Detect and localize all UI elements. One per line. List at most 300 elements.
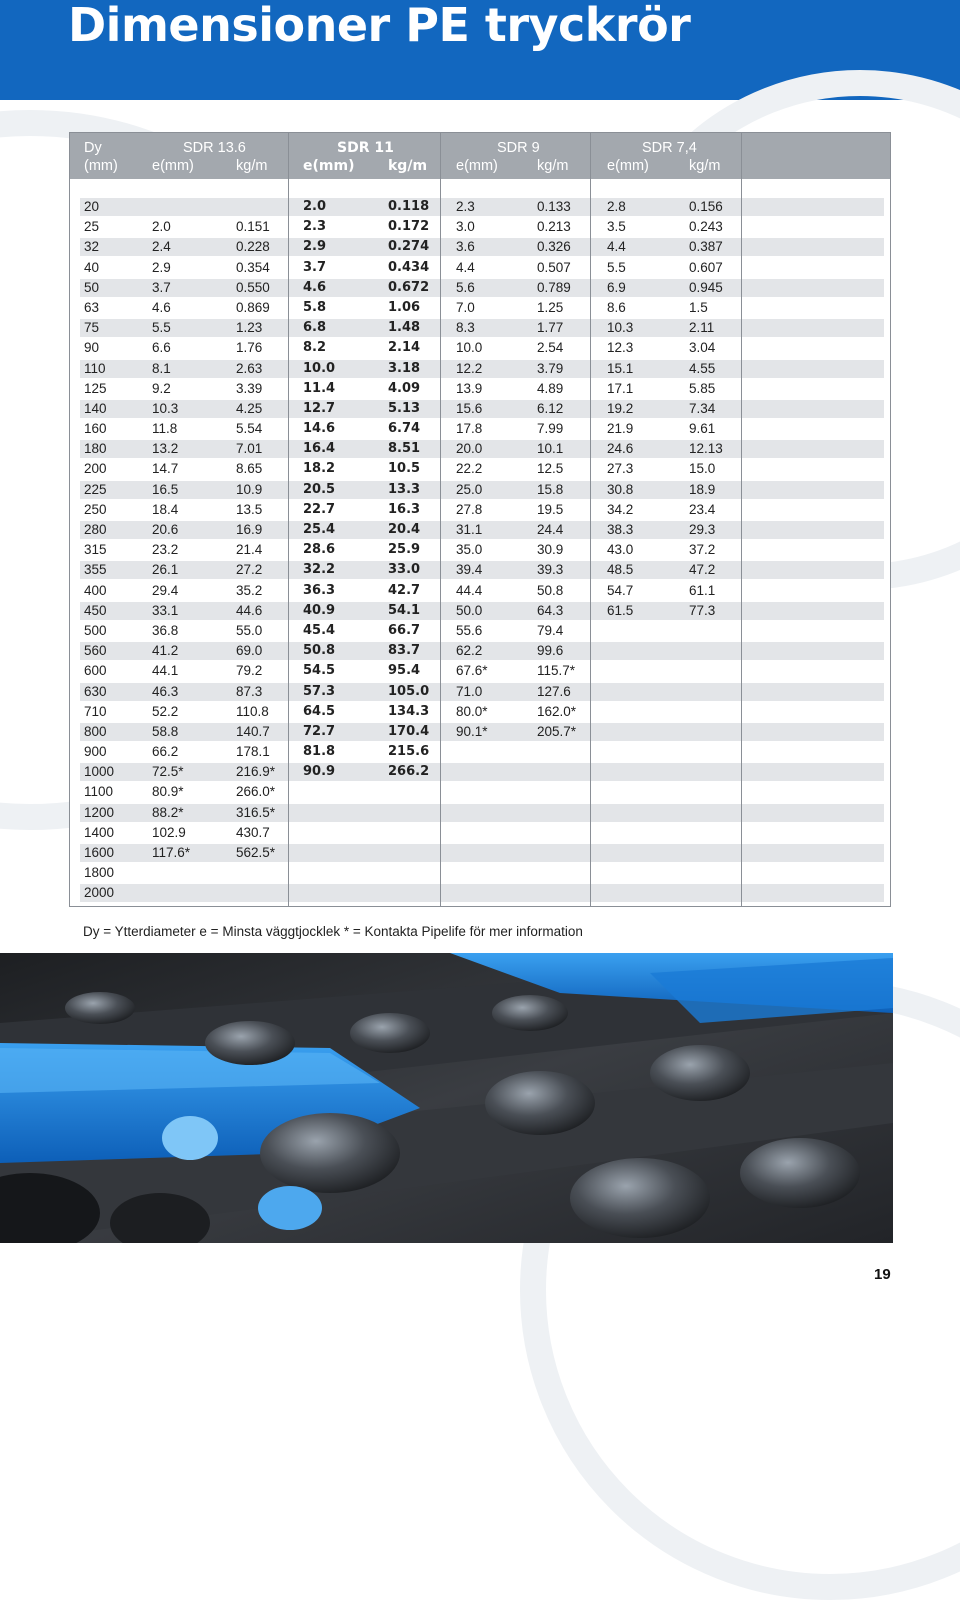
cell-dy: 900 [84,744,107,760]
cell-dy: 2000 [84,885,115,901]
cell-sdr9-e: 50.0 [456,602,483,618]
cell-dy: 250 [84,501,107,517]
cell-sdr9-kg: 4.89 [537,380,564,396]
table-row [70,863,890,883]
cell-sdr11-e: 36.3 [303,582,336,598]
cell-sdr11-e: 25.4 [303,522,336,537]
header-sdr74-kg: kg/m [689,158,721,174]
table-row [70,803,890,823]
cell-sdr9-e: 25.0 [456,481,483,497]
row-shading [80,319,884,337]
cell-sdr9-e: 13.9 [456,380,483,396]
cell-sdr11-kg: 170.4 [388,723,430,739]
footnote: Dy = Ytterdiameter e = Minsta väggtjocklek * = Kontakta Pipelife för mer information [83,924,583,939]
cell-sdr9-kg: 79.4 [537,622,564,638]
table-row [70,399,890,419]
cell-sdr74-e: 19.2 [607,400,634,416]
cell-sdr11-kg: 66.7 [388,622,421,638]
cell-sdr74-kg: 0.243 [689,219,723,235]
cell-dy: 1100 [84,784,114,800]
cell-sdr11-kg: 54.1 [388,602,421,618]
cell-sdr13-e: 13.2 [152,441,179,457]
cell-sdr11-e: 2.9 [303,239,327,255]
cell-sdr11-kg: 134.3 [388,703,430,719]
cell-sdr74-e: 38.3 [607,522,634,537]
cell-sdr74-e: 43.0 [607,542,634,558]
cell-sdr9-e: 55.6 [456,622,483,638]
cell-sdr11-e: 20.5 [303,481,336,497]
cell-sdr11-e: 57.3 [303,683,336,699]
cell-dy: 50 [84,279,100,295]
cell-sdr11-kg: 0.172 [388,219,430,235]
cell-sdr11-kg: 6.74 [388,421,421,437]
cell-sdr74-e: 12.3 [607,340,634,356]
row-shading [80,804,884,822]
header-sdr74-title: SDR 7,4 [642,140,697,156]
cell-sdr11-kg: 215.6 [388,744,430,760]
cell-sdr9-e: 8.3 [456,320,475,336]
cell-sdr74-e: 2.8 [607,199,626,214]
page-title: Dimensioner PE tryckrör [68,0,691,52]
cell-dy: 110 [84,360,106,376]
table-body [70,197,890,904]
cell-sdr13-kg: 0.550 [236,279,270,295]
cell-dy: 280 [84,522,107,537]
cell-dy: 315 [84,542,107,558]
cell-dy: 40 [84,259,100,275]
cell-dy: 630 [84,683,107,699]
cell-sdr9-kg: 0.789 [537,279,571,295]
cell-sdr11-kg: 83.7 [388,643,421,659]
cell-dy: 75 [84,320,100,336]
cell-sdr11-e: 90.9 [303,764,336,780]
cell-sdr9-e: 22.2 [456,461,483,477]
cell-sdr13-kg: 3.39 [236,380,263,396]
cell-sdr13-e: 6.6 [152,340,171,356]
cell-sdr13-e: 9.2 [152,380,171,396]
cell-sdr13-e: 10.3 [152,400,179,416]
cell-sdr74-kg: 3.04 [689,340,716,356]
cell-sdr74-e: 4.4 [607,239,626,255]
cell-sdr11-e: 64.5 [303,703,336,719]
cell-sdr13-e: 52.2 [152,703,179,719]
cell-sdr11-e: 14.6 [303,421,336,437]
cell-sdr13-kg: 5.54 [236,421,263,437]
cell-sdr13-e: 88.2* [152,804,184,820]
header-sdr13-e: e(mm) [152,158,194,174]
cell-sdr13-kg: 44.6 [236,602,263,618]
cell-sdr13-kg: 4.25 [236,400,263,416]
cell-sdr9-e: 12.2 [456,360,483,376]
cell-sdr11-kg: 105.0 [388,683,430,699]
cell-sdr11-e: 3.7 [303,259,327,275]
cell-sdr9-e: 20.0 [456,441,483,457]
cell-sdr11-e: 28.6 [303,542,336,558]
cell-sdr13-kg: 55.0 [236,622,263,638]
cell-sdr13-e: 72.5* [152,764,184,780]
cell-sdr9-kg: 162.0* [537,703,577,719]
cell-sdr11-kg: 2.14 [388,340,421,356]
cell-sdr74-kg: 12.13 [689,441,723,457]
cell-sdr13-kg: 69.0 [236,643,263,659]
cell-sdr13-kg: 16.9 [236,522,263,537]
cell-dy: 160 [84,421,107,437]
cell-sdr13-kg: 0.869 [236,299,270,315]
cell-dy: 500 [84,622,107,638]
cell-dy: 1200 [84,804,115,820]
cell-sdr74-e: 5.5 [607,259,626,275]
table-row [70,601,890,621]
row-shading [80,844,884,862]
cell-sdr74-kg: 29.3 [689,522,716,537]
table-row [70,379,890,399]
header-sdr11-kg: kg/m [388,158,428,174]
cell-sdr74-kg: 9.61 [689,421,716,437]
cell-sdr9-kg: 0.133 [537,199,571,214]
cell-sdr13-e: 2.9 [152,259,171,275]
cell-sdr13-e: 36.8 [152,622,179,638]
pipe-photo-illustration [0,953,893,1243]
table-row [70,480,890,500]
dimension-table [69,132,891,907]
table-header [70,133,890,179]
cell-sdr74-e: 6.9 [607,279,626,295]
cell-sdr13-kg: 0.354 [236,259,270,275]
cell-sdr74-kg: 1.5 [689,299,708,315]
cell-sdr11-kg: 4.09 [388,380,421,396]
cell-sdr9-kg: 3.79 [537,360,564,376]
cell-sdr9-e: 44.4 [456,582,483,598]
cell-sdr11-kg: 0.118 [388,199,430,214]
cell-sdr13-e: 117.6* [152,845,191,860]
column-divider [741,133,742,906]
cell-sdr9-kg: 50.8 [537,582,564,598]
row-shading [80,279,884,297]
table-row [70,581,890,601]
cell-sdr13-e: 3.7 [152,279,171,295]
cell-sdr11-e: 72.7 [303,723,336,739]
cell-sdr74-kg: 2.11 [689,320,715,336]
cell-dy: 560 [84,643,107,659]
cell-sdr74-kg: 37.2 [689,542,716,558]
cell-sdr74-kg: 5.85 [689,380,716,396]
cell-sdr74-kg: 18.9 [689,481,716,497]
row-shading [80,198,884,216]
cell-sdr74-e: 34.2 [607,501,634,517]
cell-sdr13-kg: 266.0* [236,784,276,800]
cell-sdr9-e: 3.0 [456,219,475,235]
cell-dy: 710 [84,703,107,719]
cell-sdr13-kg: 27.2 [236,562,263,578]
cell-sdr13-e: 8.1 [152,360,171,376]
table-row [70,278,890,298]
cell-sdr13-kg: 316.5* [236,804,276,820]
cell-sdr9-e: 7.0 [456,299,475,315]
cell-sdr9-kg: 1.77 [537,320,564,336]
cell-sdr11-kg: 8.51 [388,441,421,457]
column-divider [440,133,441,906]
table-row [70,217,890,237]
cell-sdr13-kg: 216.9* [236,764,276,780]
cell-sdr9-kg: 1.25 [537,299,564,315]
header-sdr13-title: SDR 13.6 [183,140,246,156]
cell-sdr74-kg: 0.156 [689,199,723,214]
cell-sdr13-kg: 0.228 [236,239,270,255]
header-sdr11-title: SDR 11 [337,140,394,156]
table-row [70,359,890,379]
table-row [70,722,890,742]
table-row [70,540,890,560]
cell-sdr13-kg: 87.3 [236,683,263,699]
cell-dy: 180 [84,441,107,457]
cell-sdr9-kg: 205.7* [537,723,577,739]
cell-sdr11-kg: 3.18 [388,360,421,376]
cell-sdr9-kg: 30.9 [537,542,564,558]
header-dy-unit: (mm) [84,158,118,174]
cell-sdr11-e: 2.3 [303,219,327,235]
cell-dy: 1800 [84,865,115,881]
cell-sdr9-e: 62.2 [456,643,483,659]
cell-sdr9-kg: 24.4 [537,522,564,537]
cell-sdr13-e: 2.0 [152,219,171,235]
cell-sdr11-kg: 266.2 [388,764,430,780]
cell-sdr13-e: 4.6 [152,299,171,315]
table-row [70,318,890,338]
table-row [70,823,890,843]
cell-sdr13-kg: 8.65 [236,461,263,477]
cell-sdr11-e: 18.2 [303,461,336,477]
table-row [70,258,890,278]
header-sdr9-kg: kg/m [537,158,569,174]
cell-sdr13-kg: 10.9 [236,481,263,497]
cell-sdr74-kg: 61.1 [689,582,716,598]
cell-sdr13-e: 33.1 [152,602,179,618]
table-row [70,419,890,439]
cell-dy: 20 [84,199,100,214]
cell-sdr74-kg: 0.945 [689,279,723,295]
cell-sdr11-e: 4.6 [303,279,327,295]
cell-sdr74-e: 21.9 [607,421,634,437]
cell-sdr9-kg: 0.213 [537,219,571,235]
cell-sdr11-e: 6.8 [303,320,327,336]
cell-sdr74-kg: 23.4 [689,501,716,517]
cell-sdr9-e: 27.8 [456,501,483,517]
cell-sdr11-kg: 0.434 [388,259,430,275]
pipe-photo [0,953,893,1243]
cell-sdr13-kg: 35.2 [236,582,263,598]
cell-sdr74-kg: 7.34 [689,400,716,416]
cell-sdr9-e: 5.6 [456,279,475,295]
cell-sdr11-e: 81.8 [303,744,336,760]
table-row [70,298,890,318]
cell-dy: 1600 [84,845,115,860]
cell-sdr13-kg: 7.01 [236,441,263,457]
cell-dy: 800 [84,723,107,739]
cell-sdr13-kg: 0.151 [236,219,270,235]
cell-sdr11-e: 16.4 [303,441,336,457]
cell-sdr11-e: 10.0 [303,360,336,376]
cell-sdr9-e: 80.0* [456,703,488,719]
cell-sdr11-e: 45.4 [303,622,336,638]
cell-sdr13-e: 20.6 [152,522,179,537]
cell-sdr11-e: 54.5 [303,663,336,679]
cell-sdr13-e: 14.7 [152,461,179,477]
cell-sdr74-kg: 15.0 [689,461,716,477]
cell-sdr11-kg: 0.672 [388,279,430,295]
table-row [70,682,890,702]
cell-sdr13-e: 16.5 [152,481,179,497]
cell-sdr9-e: 4.4 [456,259,475,275]
cell-sdr74-kg: 0.387 [689,239,723,255]
cell-sdr13-e: 41.2 [152,643,179,659]
page-number: 19 [874,1266,891,1283]
cell-sdr9-e: 10.0 [456,340,483,356]
cell-sdr13-kg: 430.7 [236,824,270,840]
cell-sdr9-e: 90.1* [456,723,488,739]
table-row [70,439,890,459]
cell-sdr13-kg: 1.23 [236,320,263,336]
cell-sdr13-kg: 21.4 [236,542,263,558]
column-divider [590,133,591,906]
table-row [70,762,890,782]
cell-sdr9-e: 39.4 [456,562,483,578]
header-sdr9-title: SDR 9 [497,140,540,156]
cell-sdr13-kg: 178.1 [236,744,270,760]
table-row [70,702,890,722]
cell-sdr13-e: 46.3 [152,683,179,699]
header-dy: Dy [84,140,102,156]
cell-sdr11-e: 11.4 [303,380,336,396]
cell-sdr9-kg: 115.7* [537,663,576,679]
cell-sdr9-e: 17.8 [456,421,483,437]
table-row [70,520,890,540]
cell-sdr9-kg: 15.8 [537,481,564,497]
cell-sdr13-e: 66.2 [152,744,179,760]
cell-sdr74-e: 10.3 [607,320,634,336]
cell-sdr13-e: 29.4 [152,582,179,598]
cell-sdr11-e: 5.8 [303,299,327,315]
cell-sdr13-kg: 13.5 [236,501,263,517]
cell-sdr9-kg: 2.54 [537,340,564,356]
cell-sdr74-kg: 4.55 [689,360,716,376]
cell-sdr9-e: 35.0 [456,542,483,558]
cell-sdr74-e: 61.5 [607,602,634,618]
cell-sdr74-e: 27.3 [607,461,634,477]
table-row [70,500,890,520]
cell-sdr9-kg: 7.99 [537,421,564,437]
table-row [70,641,890,661]
cell-sdr11-kg: 5.13 [388,400,421,416]
cell-sdr9-kg: 12.5 [537,461,564,477]
cell-sdr74-e: 8.6 [607,299,626,315]
table-row [70,782,890,802]
cell-sdr9-e: 2.3 [456,199,475,214]
cell-sdr13-e: 5.5 [152,320,171,336]
cell-sdr9-e: 15.6 [456,400,483,416]
cell-sdr11-e: 32.2 [303,562,336,578]
cell-sdr74-e: 3.5 [607,219,626,235]
cell-sdr13-kg: 110.8 [236,703,269,719]
cell-sdr9-kg: 39.3 [537,562,564,578]
table-row [70,742,890,762]
cell-sdr74-e: 54.7 [607,582,634,598]
cell-sdr74-e: 15.1 [607,360,634,376]
cell-sdr11-kg: 13.3 [388,481,421,497]
cell-sdr74-kg: 0.607 [689,259,723,275]
cell-sdr9-e: 31.1 [456,522,483,537]
cell-dy: 1000 [84,764,115,780]
cell-dy: 225 [84,481,107,497]
cell-sdr13-e: 2.4 [152,239,171,255]
cell-sdr9-kg: 127.6 [537,683,571,699]
cell-dy: 200 [84,461,107,477]
cell-sdr11-kg: 25.9 [388,542,421,558]
table-row [70,237,890,257]
row-shading [80,884,884,902]
cell-dy: 450 [84,602,107,618]
cell-sdr13-e: 11.8 [152,421,178,437]
table-row [70,459,890,479]
cell-sdr9-kg: 0.507 [537,259,571,275]
cell-sdr11-kg: 16.3 [388,501,421,517]
cell-sdr13-e: 44.1 [152,663,179,679]
table-row [70,621,890,641]
cell-sdr11-e: 8.2 [303,340,327,356]
cell-sdr11-kg: 10.5 [388,461,421,477]
cell-sdr9-e: 3.6 [456,239,475,255]
cell-sdr9-e: 67.6* [456,663,488,679]
cell-dy: 63 [84,299,100,315]
table-row [70,197,890,217]
cell-sdr74-kg: 47.2 [689,562,716,578]
header-sdr9-e: e(mm) [456,158,498,174]
cell-dy: 25 [84,219,100,235]
cell-dy: 90 [84,340,100,356]
header-sdr11-e: e(mm) [303,158,355,174]
cell-sdr13-kg: 562.5* [236,845,276,860]
header-sdr13-kg: kg/m [236,158,268,174]
cell-sdr9-kg: 19.5 [537,501,564,517]
cell-sdr13-e: 80.9* [152,784,184,800]
table-row [70,883,890,903]
cell-sdr74-kg: 77.3 [689,602,716,618]
header-sdr74-e: e(mm) [607,158,649,174]
table-row [70,843,890,863]
cell-sdr13-kg: 1.76 [236,340,263,356]
cell-sdr11-kg: 95.4 [388,663,421,679]
cell-dy: 600 [84,663,107,679]
cell-sdr11-e: 50.8 [303,643,336,659]
cell-sdr11-e: 40.9 [303,602,336,618]
table-row [70,560,890,580]
cell-dy: 400 [84,582,107,598]
cell-sdr13-kg: 2.63 [236,360,263,376]
cell-dy: 355 [84,562,107,578]
cell-sdr11-e: 12.7 [303,400,336,416]
cell-sdr11-e: 2.0 [303,199,327,214]
cell-sdr13-kg: 140.7 [236,723,270,739]
cell-sdr13-e: 102.9 [152,824,186,840]
table-row [70,661,890,681]
table-row [70,338,890,358]
cell-sdr9-kg: 6.12 [537,400,564,416]
cell-sdr13-e: 23.2 [152,542,179,558]
cell-dy: 32 [84,239,100,255]
cell-sdr9-kg: 0.326 [537,239,571,255]
cell-sdr13-kg: 79.2 [236,663,263,679]
cell-sdr13-e: 26.1 [152,562,179,578]
cell-sdr13-e: 58.8 [152,723,179,739]
